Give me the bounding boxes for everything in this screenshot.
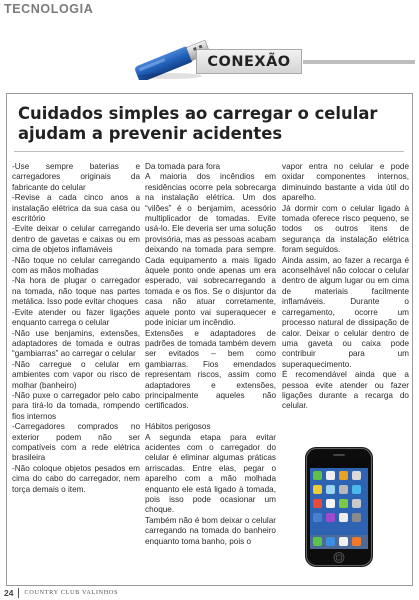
tip-item: -Carregadores comprados no exterior podem não ser compatíveis com a rede elétrica brasileira xyxy=(12,422,140,463)
page-number: 24 xyxy=(4,587,14,598)
footer-divider xyxy=(18,588,19,598)
tip-item: -Revise a cada cinco anos a instalação elétrica da sua casa ou escritório xyxy=(12,193,140,224)
article-column-3 xyxy=(282,162,409,412)
paragraph: Ainda assim, ao fazer a recarga é aconselhável não colocar o celular dentro de algum lugar ou em cima de materiais facilmente inflamáveis. Durante o carregamento, ocorre um processo natural de dissipação de calor. Deixar o celular dentro de uma gaveta ou caixa pode contribuir para um superaquecimento. xyxy=(282,255,409,369)
tip-item: -Evite deixar o celular carregando dentro de gavetas e caixas ou em cima de objetos inflamáveis xyxy=(12,224,140,255)
tip-item: -Evite atender ou fazer ligações enquanto carrega o celular xyxy=(12,307,140,328)
tip-item: -Não coloque objetos pesados em cima do cabo do carregador, nem torça demais o item. xyxy=(12,463,140,494)
banner-rule xyxy=(303,60,415,64)
page-footer xyxy=(4,587,118,598)
tip-item: -Não carregue o celular em ambientes com vapor ou risco de molhar (banheiro) xyxy=(12,359,140,390)
tip-item: -Use sempre baterias e carregadores originais da fabricante do celular xyxy=(12,162,140,192)
tip-item: -Não use benjamins, extensões, adaptadores de tomada e outras “gambiarras” ao carregar o celular xyxy=(12,328,140,359)
paragraph: É recomendável ainda que a pessoa evite atender ou fazer ligações durante a recarga do celular. xyxy=(282,370,409,411)
article-column-2 xyxy=(145,162,276,547)
tip-item: -Não puxe o carregador pelo cabo para tirá-lo da tomada, rompendo fios internos xyxy=(12,390,140,421)
smartphone-icon xyxy=(304,446,374,568)
title-divider xyxy=(14,151,404,152)
paragraph: vapor entra no celular e pode oxidar componentes internos, diminuindo bastante a vida útil do aparelho. xyxy=(282,162,409,203)
subheading: Hábitos perigosos xyxy=(145,422,211,432)
tip-item: -Na hora de plugar o carregador na tomada, não toque nas partes metálica. Isso pode evitar choques xyxy=(12,276,140,307)
paragraph: Extensões e adaptadores de padrões de tomada também devem ser evitados – bem como gambiarras. Fios emendados representam riscos, assim como adaptadores e extensões, principalmente aqueles não certificados. xyxy=(145,328,276,411)
paragraph: A maioria dos incêndios em residências ocorre pela sobrecarga na instalação elétrica. Um dos “vilões” é o benjamim, acessório multiplicador de tomadas. Evite usá-lo. Ele deveria ser uma solução provisória, mas as pessoas acabam deixando na tomada para sempre. Cada equipamento a mais ligado àquele ponto onde apenas um era esperado, vai sobrecarregando a tomada e os fios. Se o disjuntor da casa não atuar corretamente, aquele ponto vai superaquecer e pode iniciar um incêndio. xyxy=(145,172,276,328)
paragraph: Também não é bom deixar o celular carregando na tomada do banheiro enquanto toma banho, pois o xyxy=(145,515,276,546)
paragraph: A segunda etapa para evitar acidentes com o carregador do celular é eliminar algumas práticas arriscadas. Entre elas, pegar o aparelho com a mão molhada enquanto ele está ligado à tomada, pois isso pode ocasionar um choque. xyxy=(145,432,276,515)
paragraph: Já dormir com o celular ligado à tomada oferece risco pequeno, se todos os outros itens de segurança da instalação elétrica foram seguidos. xyxy=(282,203,409,255)
subheading: Da tomada para fora xyxy=(145,162,221,171)
section-label: TECNOLOGIA xyxy=(4,2,94,16)
publication-name: COUNTRY CLUB VALINHOS xyxy=(24,589,119,596)
conexao-banner: CONEXÃO xyxy=(196,49,302,74)
tip-item: -Não toque no celular carregando com as mãos molhadas xyxy=(12,255,140,276)
article-column-1 xyxy=(12,162,140,495)
article-title: Cuidados simples ao carregar o celular ajudam a prevenir acidentes xyxy=(18,104,378,143)
